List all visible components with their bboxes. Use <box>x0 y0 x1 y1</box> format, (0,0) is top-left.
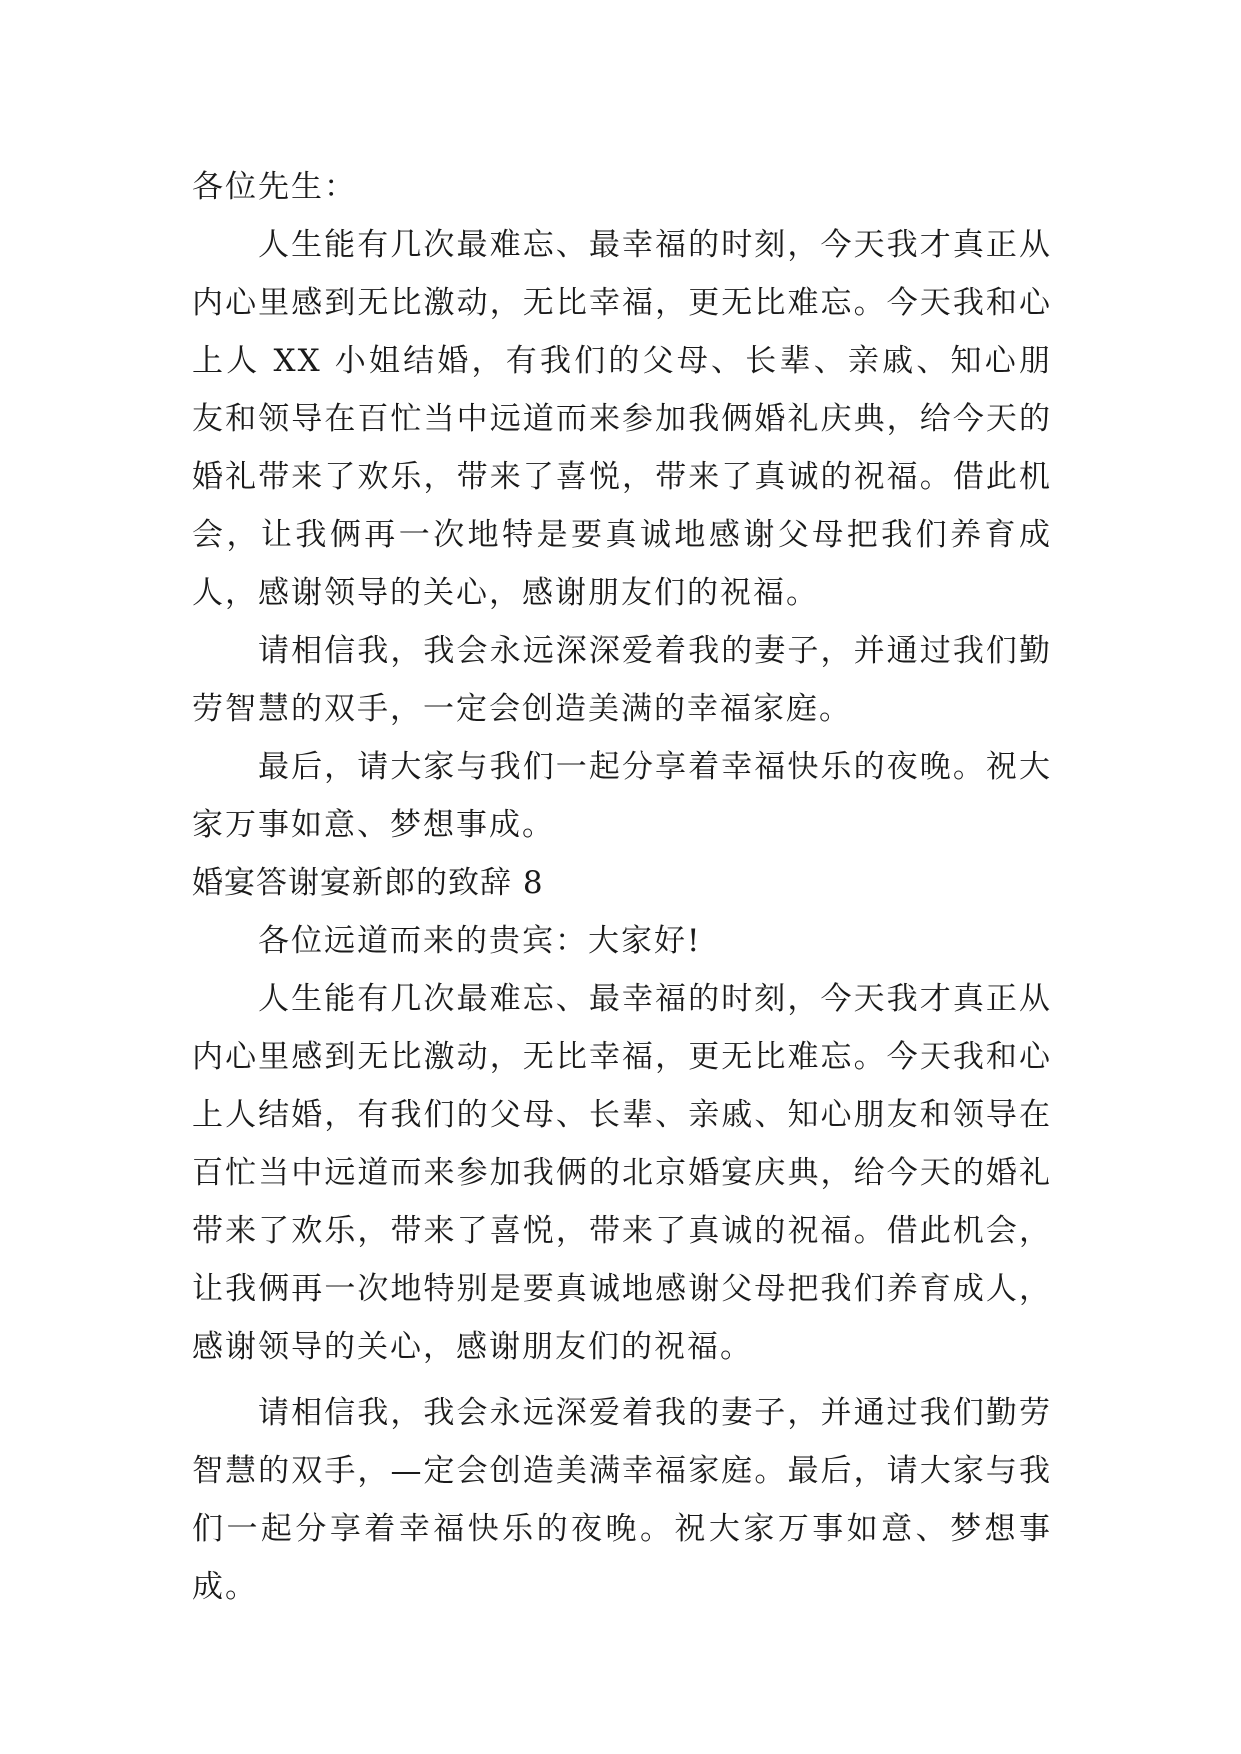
salutation-paragraph: 各位先生： <box>192 169 357 205</box>
body-paragraph: 最后，请大家与我们一起分享着幸福快乐的夜晚。祝大家万事如意、梦想事成。 <box>192 749 1052 843</box>
document-body <box>192 158 1052 1616</box>
body-paragraph: 请相信我，我会永远深深爱着我的妻子，并通过我们勤劳智慧的双手，一定会创造美满的幸福家庭。 <box>192 633 1052 727</box>
body-paragraph: 请相信我，我会永远深爱着我的妻子，并通过我们勤劳智慧的双手，—定会创造美满幸福家庭。最后，请大家与我们一起分享着幸福快乐的夜晚。祝大家万事如意、梦想事成。 <box>192 1395 1052 1605</box>
section-heading: 婚宴答谢宴新郎的致辞 8 <box>192 865 544 901</box>
body-paragraph: 人生能有几次最难忘、最幸福的时刻，今天我才真正从内心里感到无比激动，无比幸福，更无比难忘。今天我和心上人 XX 小姐结婚，有我们的父母、长辈、亲戚、知心朋友和领导在百忙当中远道而来参加我俩婚礼庆典，给今天的婚礼带来了欢乐，带来了喜悦，带来了真诚的祝福。借此机会，让我俩再一次地特是要真诚地感谢父母把我们养育成人，感谢领导的关心，感谢朋友们的祝福。 <box>192 227 1052 611</box>
body-paragraph: 人生能有几次最难忘、最幸福的时刻，今天我才真正从内心里感到无比激动，无比幸福，更无比难忘。今天我和心上人结婚，有我们的父母、长辈、亲戚、知心朋友和领导在百忙当中远道而来参加我俩的北京婚宴庆典，给今天的婚礼带来了欢乐，带来了喜悦，带来了真诚的祝福。借此机会，让我俩再一次地特别是要真诚地感谢父母把我们养育成人，感谢领导的关心，感谢朋友们的祝福。 <box>192 981 1052 1365</box>
greeting-paragraph: 各位远道而来的贵宾：大家好! <box>258 923 702 959</box>
